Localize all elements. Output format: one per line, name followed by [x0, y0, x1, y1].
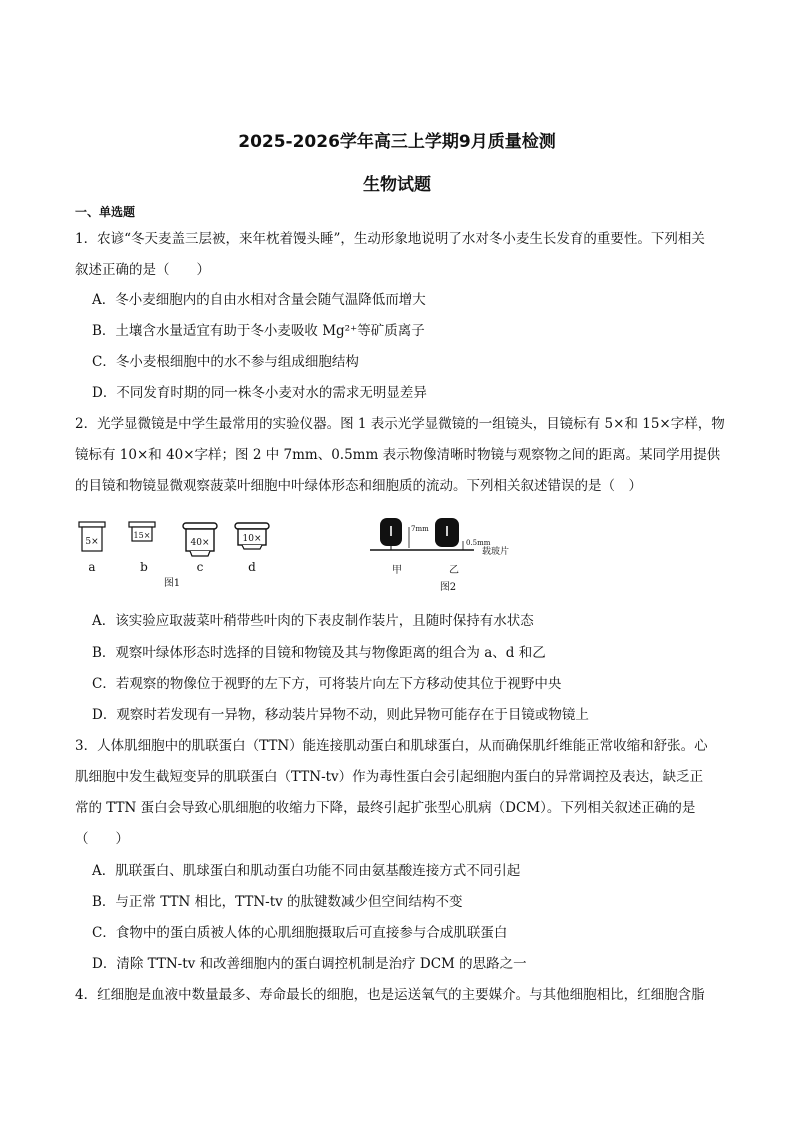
lens-c — [183, 523, 217, 556]
objective-yi — [435, 518, 459, 547]
q2-stem-line: 的目镜和物镜显微观察菠菜叶细胞中叶绿体形态和细胞质的流动。下列相关叙述错误的是（ ） — [75, 478, 642, 494]
microscope-lens-figure — [72, 515, 632, 595]
q1-option-d: D．不同发育时期的同一株冬小麦对水的需求无明显差异 — [92, 385, 427, 401]
slide-label: 载玻片 — [482, 547, 510, 557]
q2-stem-line: 2．光学显微镜是中学生最常用的实验仪器。图 1 表示光学显微镜的一组镜头，目镜标有 5×和 15×字样，物 — [75, 416, 725, 432]
lens-c-letter: c — [196, 560, 204, 574]
objective-yi-label: 乙 — [449, 565, 459, 576]
lens-b-mark: 15× — [133, 531, 151, 540]
lens-a — [79, 522, 105, 551]
q3-option-b: B．与正常 TTN 相比，TTN-tv 的肽键数减少但空间结构不变 — [92, 894, 463, 910]
lens-b-letter: b — [140, 560, 148, 574]
q2-option-c: C．若观察的物像位于视野的左下方，可将装片向左下方移动使其位于视野中央 — [92, 676, 562, 692]
distance-05mm: 0.5mm — [466, 539, 491, 547]
q3-option-c: C．食物中的蛋白质被人体的心肌细胞摄取后可直接参与合成肌联蛋白 — [92, 925, 508, 941]
distance-7mm: 7mm — [411, 525, 429, 533]
section-heading: 一、单选题 — [75, 205, 136, 219]
q1-option-b: B．土壤含水量适宜有助于冬小麦吸收 Mg²⁺等矿质离子 — [92, 323, 425, 339]
q3-stem-line: 肌细胞中发生截短变异的肌联蛋白（TTN-tv）作为毒性蛋白会引起细胞内蛋白的异常调控及表达，缺乏正 — [75, 769, 704, 785]
q1-stem-line: 叙述正确的是（ ） — [75, 262, 210, 278]
q3-stem-line: 3．人体肌细胞中的肌联蛋白（TTN）能连接肌动蛋白和肌球蛋白，从而确保肌纤维能正常收缩和舒张。心 — [75, 738, 708, 754]
lens-d-letter: d — [248, 560, 256, 574]
q1-option-a: A．冬小麦细胞内的自由水相对含量会随气温降低而增大 — [92, 292, 426, 308]
lens-b — [129, 522, 155, 541]
q2-option-b: B．观察叶绿体形态时选择的目镜和物镜及其与物像距离的组合为 a、d 和乙 — [92, 645, 546, 661]
lens-c-mark: 40× — [190, 538, 210, 548]
q3-option-a: A．肌联蛋白、肌球蛋白和肌动蛋白功能不同由氨基酸连接方式不同引起 — [92, 863, 521, 879]
q2-stem-line: 镜标有 10×和 40×字样；图 2 中 7mm、0.5mm 表示物像清晰时物镜与观察物之间的距离。某同学用提供 — [75, 447, 721, 463]
q3-stem-line: （ ） — [75, 831, 129, 847]
figure-2-caption: 图2 — [439, 582, 457, 593]
figure-1-caption: 图1 — [163, 578, 181, 589]
q1-stem-line: 1．农谚“冬天麦盖三层被，来年枕着馒头睡”，生动形象地说明了水对冬小麦生长发育的重要性。下列相关 — [75, 231, 705, 247]
q3-option-d: D．清除 TTN-tv 和改善细胞内的蛋白调控机制是治疗 DCM 的思路之一 — [92, 956, 527, 972]
lens-d-mark: 10× — [242, 534, 262, 544]
lens-d — [235, 523, 269, 549]
q3-stem-line: 常的 TTN 蛋白会导致心肌细胞的收缩力下降，最终引起扩张型心肌病（DCM）。下列相关叙述正确的是 — [75, 800, 696, 816]
objective-jia — [380, 518, 402, 550]
q2-option-a: A．该实验应取菠菜叶稍带些叶肉的下表皮制作装片，且随时保持有水状态 — [92, 613, 534, 629]
objective-jia-label: 甲 — [392, 565, 402, 576]
q2-option-d: D．观察时若发现有一异物，移动装片异物不动，则此异物可能存在于目镜或物镜上 — [92, 707, 589, 723]
exam-subject: 生物试题 — [363, 175, 431, 195]
q1-option-c: C．冬小麦根细胞中的水不参与组成细胞结构 — [92, 354, 359, 370]
lens-a-letter: a — [88, 560, 96, 574]
q4-stem-line: 4．红细胞是血液中数量最多、寿命最长的细胞，也是运送氧气的主要媒介。与其他细胞相比，红细胞含脂 — [75, 987, 705, 1003]
exam-title: 2025-2026学年高三上学期9月质量检测 — [238, 132, 556, 152]
lens-a-mark: 5× — [85, 537, 99, 547]
